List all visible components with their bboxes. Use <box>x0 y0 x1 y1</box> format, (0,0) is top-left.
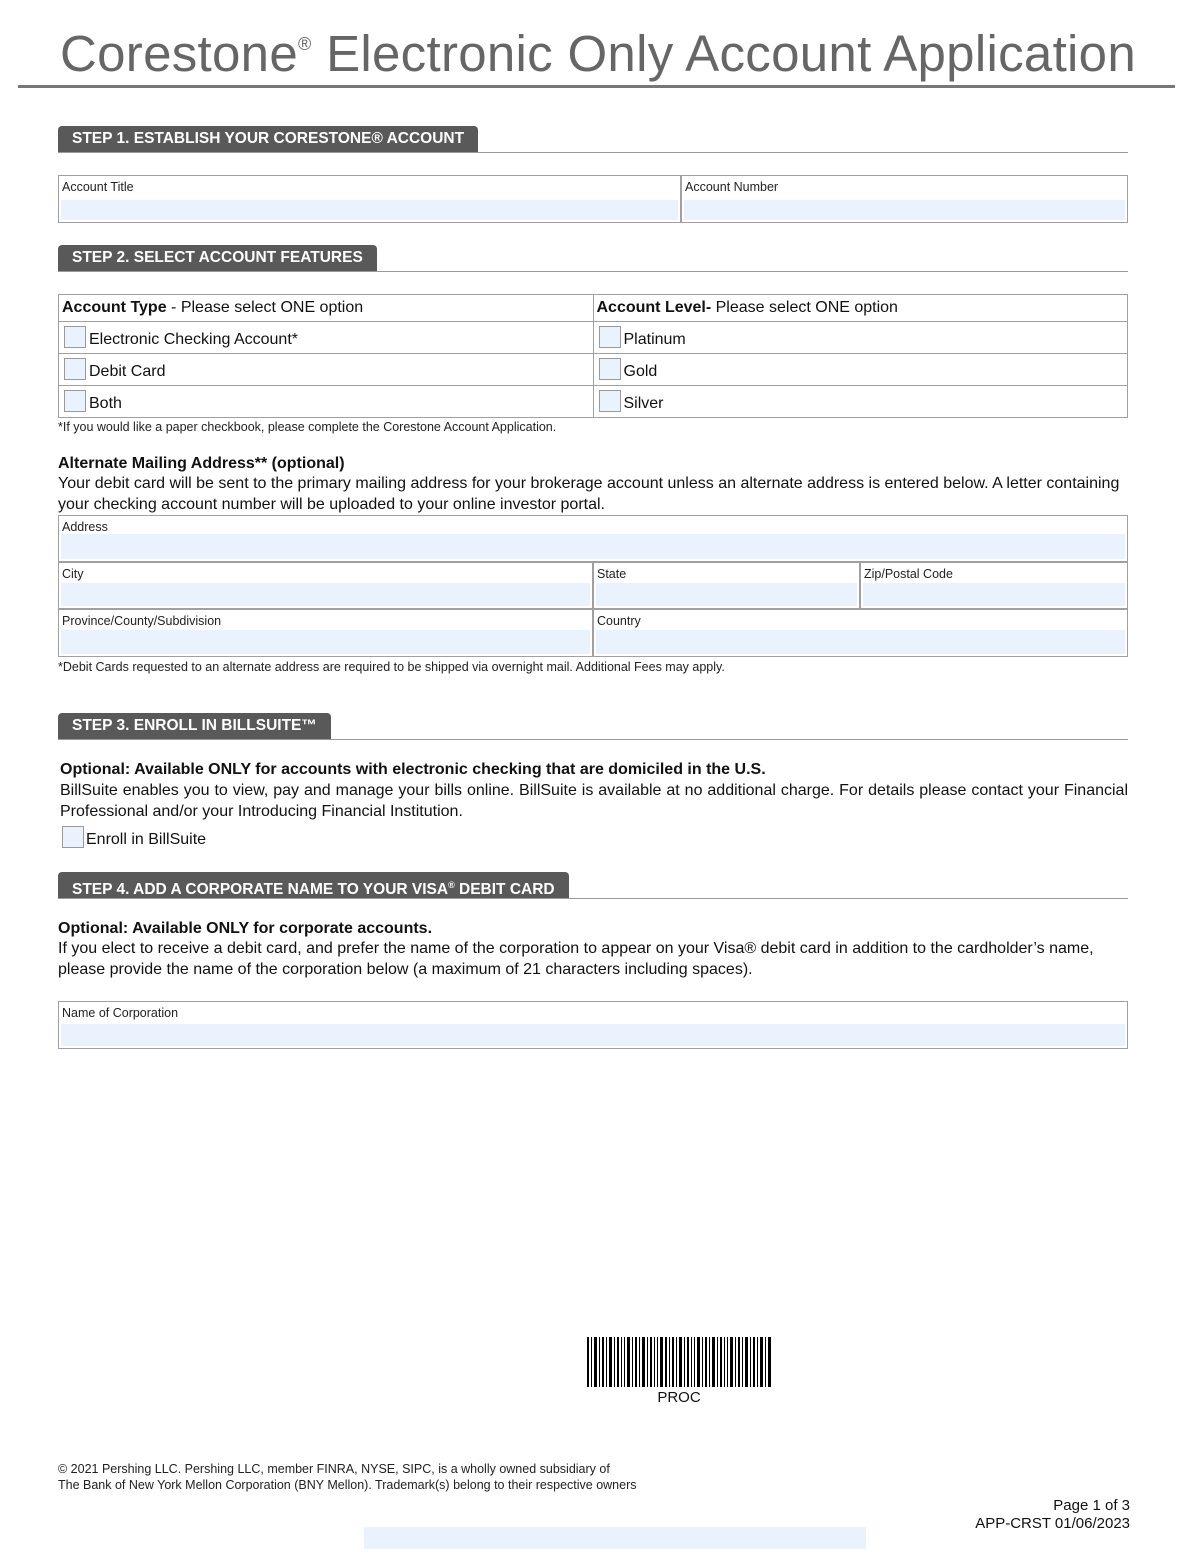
account-title-input[interactable] <box>61 200 678 220</box>
page-number: Page 1 of 3 <box>1053 1497 1130 1514</box>
corporation-name-field[interactable] <box>58 1001 1128 1049</box>
title-divider <box>18 85 1175 88</box>
province-label: Province/County/Subdivision <box>62 614 222 628</box>
option-electronic-checking[interactable]: Electronic Checking Account* <box>59 322 594 354</box>
checkbox-platinum[interactable] <box>599 326 621 348</box>
checkbox-enroll-billsuite[interactable] <box>62 826 84 848</box>
step1-header: STEP 1. ESTABLISH YOUR CORESTONE® ACCOUNT <box>58 126 478 152</box>
footer-input-field[interactable] <box>364 1527 866 1549</box>
enroll-billsuite-option[interactable]: Enroll in BillSuite <box>62 826 206 850</box>
city-field[interactable] <box>58 562 593 609</box>
country-label: Country <box>597 614 641 628</box>
option-gold[interactable]: Gold <box>593 354 1128 386</box>
step3-divider <box>58 739 1128 740</box>
option-platinum[interactable]: Platinum <box>593 322 1128 354</box>
account-title-label: Account Title <box>62 180 134 194</box>
form-id: APP-CRST 01/06/2023 <box>975 1515 1130 1532</box>
barcode-image <box>587 1337 771 1387</box>
address-label: Address <box>62 520 108 534</box>
checkbox-debit-card[interactable] <box>64 358 86 380</box>
checkbox-both[interactable] <box>64 390 86 412</box>
province-field[interactable] <box>58 609 593 657</box>
corporation-name-input[interactable] <box>61 1024 1125 1046</box>
city-label: City <box>62 567 84 581</box>
country-field[interactable] <box>593 609 1128 657</box>
state-label: State <box>597 567 627 581</box>
alternate-address-text: Your debit card will be sent to the primary mailing address for your brokerage account unless an alternate address is entered below. A letter containing your checking account number will be uploaded to your online investor portal. <box>58 475 1120 513</box>
step4-divider <box>58 898 1128 899</box>
account-options-table <box>58 294 1128 418</box>
alternate-address-heading: Alternate Mailing Address** (optional) <box>58 455 345 472</box>
checkbox-silver[interactable] <box>599 390 621 412</box>
account-type-header: Account Type - Please select ONE option <box>59 295 594 322</box>
province-input[interactable] <box>61 630 590 654</box>
billsuite-optional-heading: Optional: Available ONLY for accounts with electronic checking that are domiciled in the U.S. <box>60 761 766 778</box>
checkbook-note: *If you would like a paper checkbook, please complete the Corestone Account Application. <box>58 420 557 434</box>
account-title-field[interactable] <box>58 175 681 223</box>
step1-divider <box>58 152 1128 153</box>
step2-divider <box>58 271 1128 272</box>
option-debit-card[interactable]: Debit Card <box>59 354 594 386</box>
page-info <box>975 1497 1130 1533</box>
account-level-header: Account Level- Please select ONE option <box>593 295 1128 322</box>
corporate-optional-heading: Optional: Available ONLY for corporate accounts. <box>58 920 433 937</box>
country-input[interactable] <box>596 630 1125 654</box>
checkbox-gold[interactable] <box>599 358 621 380</box>
zip-label: Zip/Postal Code <box>864 567 953 581</box>
account-number-field[interactable] <box>681 175 1128 223</box>
page-title: Corestone® Electronic Only Account Application <box>60 25 1137 82</box>
account-number-label: Account Number <box>685 180 779 194</box>
barcode-label: PROC <box>657 1389 701 1406</box>
address-input[interactable] <box>61 534 1125 559</box>
zip-field[interactable] <box>860 562 1128 609</box>
option-both[interactable]: Both <box>59 386 594 418</box>
state-input[interactable] <box>596 583 857 606</box>
billsuite-text: BillSuite enables you to view, pay and manage your bills online. BillSuite is available at no additional charge. For details please contact your Financial Professional and/or your Introducing Financial Institution. <box>60 782 1128 820</box>
city-input[interactable] <box>61 583 590 606</box>
corporate-text: If you elect to receive a debit card, and prefer the name of the corporation to appear on your Visa® debit card in addition to the cardholder’s name, please provide the name of the corporation below (a maximum of 21 characters including spaces). <box>58 940 1094 978</box>
debit-card-shipping-note: *Debit Cards requested to an alternate address are required to be shipped via overnight mail. Additional Fees may apply. <box>58 660 725 674</box>
step3-header: STEP 3. ENROLL IN BILLSUITE™ <box>58 713 331 739</box>
checkbox-electronic-checking[interactable] <box>64 326 86 348</box>
state-field[interactable] <box>593 562 860 609</box>
step2-header: STEP 2. SELECT ACCOUNT FEATURES <box>58 245 377 271</box>
step4-header: STEP 4. ADD A CORPORATE NAME TO YOUR VISA® DEBIT CARD <box>58 872 569 898</box>
address-field[interactable] <box>58 515 1128 562</box>
corporation-name-label: Name of Corporation <box>62 1006 179 1020</box>
account-number-input[interactable] <box>684 200 1125 220</box>
option-silver[interactable]: Silver <box>593 386 1128 418</box>
copyright-notice: © 2021 Pershing LLC. Pershing LLC, member FINRA, NYSE, SIPC, is a wholly owned subsidiary of The Bank of New York Mellon Corporation (BNY Mellon). Trademark(s) belong to their respective owners <box>58 1462 637 1492</box>
zip-input[interactable] <box>863 583 1125 606</box>
